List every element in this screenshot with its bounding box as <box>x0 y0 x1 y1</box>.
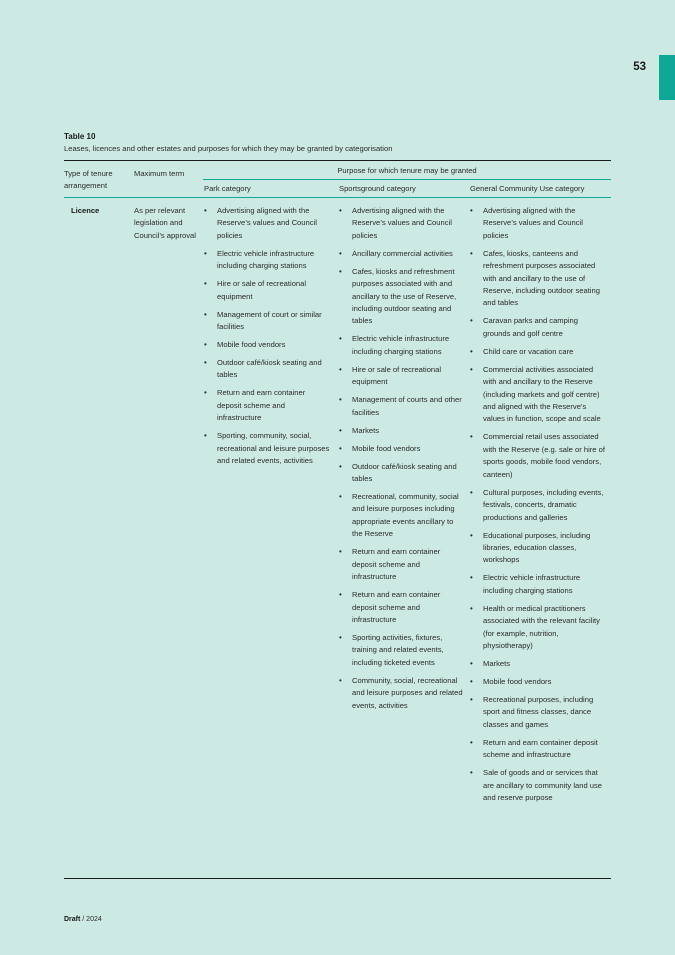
footer-year: / 2024 <box>82 916 102 923</box>
park-category-list <box>204 205 330 473</box>
list-item <box>470 767 606 804</box>
list-item <box>204 248 330 273</box>
bullet-icon: • <box>470 487 473 497</box>
bullet-icon: • <box>470 603 473 613</box>
list-item <box>204 205 330 242</box>
bullet-icon: • <box>339 395 342 405</box>
list-item <box>339 425 463 437</box>
section-tab-marker <box>659 55 675 100</box>
list-item-text: Recreational, community, social and leisure purposes including appropriate events ancillary to the Reserve <box>352 492 459 539</box>
bullet-icon: • <box>470 573 473 583</box>
bullet-icon: • <box>470 658 473 668</box>
list-item-text: Electric vehicle infrastructure including charging stations <box>352 334 450 356</box>
bullet-icon: • <box>339 547 342 557</box>
list-item-text: Educational purposes, including libraries, education classes, workshops <box>483 530 591 565</box>
bullet-icon: • <box>470 768 473 778</box>
bullet-icon: • <box>470 694 473 704</box>
list-item <box>339 589 463 626</box>
list-item-text: Advertising aligned with the Reserve’s values and Council policies <box>352 206 452 240</box>
list-item-text: Recreational purposes, including sport and fitness classes, dance classes and games <box>483 694 594 729</box>
list-item-text: Return and earn container deposit scheme and infrastructure <box>352 590 441 624</box>
list-item-text: Management of court or similar facilities <box>217 309 322 332</box>
maximum-term-value: As per relevant legislation and Council’s approval <box>134 206 196 240</box>
table-top-rule <box>64 160 611 161</box>
list-item <box>339 333 463 358</box>
bullet-icon: • <box>339 443 342 453</box>
list-item-text: Electric vehicle infrastructure including charging stations <box>217 248 315 271</box>
table-bottom-rule <box>64 878 611 879</box>
header-maximum-term: Maximum term <box>134 169 185 178</box>
bullet-icon: • <box>470 530 473 540</box>
bullet-icon: • <box>204 279 207 289</box>
list-item <box>470 676 606 688</box>
list-item-text: Mobile food vendors <box>217 340 286 350</box>
list-item-text: Ancillary commercial activities <box>352 248 453 258</box>
list-item <box>470 487 606 524</box>
list-item-text: Sporting activities, fixtures, training and related events, including ticketed events <box>352 632 444 667</box>
bullet-icon: • <box>339 266 342 276</box>
list-item <box>470 603 606 653</box>
list-item <box>204 339 330 351</box>
list-item <box>339 394 463 419</box>
table-title: Table 10 <box>64 132 96 141</box>
bullet-icon: • <box>339 248 342 258</box>
footer <box>64 916 102 923</box>
list-item-text: Advertising aligned with the Reserve’s values and Council policies <box>217 206 317 240</box>
sportsground-category-list <box>339 205 463 718</box>
list-item-text: Community, social, recreational and leisure purposes and related events, activities <box>352 675 463 710</box>
list-item-text: Markets <box>483 658 511 668</box>
bullet-icon: • <box>339 590 342 600</box>
header-park-category: Park category <box>204 184 251 193</box>
list-item-text: Management of courts and other facilities <box>352 395 462 417</box>
bullet-icon: • <box>339 425 342 435</box>
list-item-text: Mobile food vendors <box>352 443 421 453</box>
bullet-icon: • <box>470 364 473 374</box>
tenure-type-licence: Licence <box>71 206 100 215</box>
list-item <box>339 248 463 260</box>
list-item <box>339 675 463 712</box>
list-item <box>470 315 606 340</box>
list-item-text: Outdoor café/kiosk seating and tables <box>217 358 322 380</box>
list-item <box>339 546 463 583</box>
bullet-icon: • <box>470 737 473 747</box>
list-item <box>204 430 330 467</box>
list-item-text: Cafes, kiosks and refreshment purposes associated with and ancillary to the use of Reserve, including outdoor seating and tables <box>352 266 457 326</box>
bullet-icon: • <box>339 334 342 344</box>
list-item-text: Outdoor café/kiosk seating and tables <box>352 461 457 484</box>
page-number: 53 <box>633 61 646 73</box>
list-item-text: Mobile food vendors <box>483 676 552 686</box>
list-item <box>470 431 606 481</box>
header-bottom-rule <box>64 197 611 198</box>
list-item <box>470 737 606 762</box>
list-item <box>204 357 330 382</box>
bullet-icon: • <box>339 675 342 685</box>
list-item <box>339 443 463 455</box>
header-divider <box>203 179 611 180</box>
list-item-text: Electric vehicle infrastructure including charging stations <box>483 573 581 595</box>
bullet-icon: • <box>470 248 473 258</box>
list-item-text: Cafes, kiosks, canteens and refreshment purposes associated with and ancillary to the use of Reserve, including outdoor seating and tables <box>483 248 600 308</box>
bullet-icon: • <box>470 206 473 215</box>
list-item <box>470 658 606 670</box>
list-item <box>339 205 463 242</box>
list-item <box>339 491 463 541</box>
header-purpose: Purpose for which tenure may be granted <box>337 166 477 175</box>
footer-draft-label: Draft <box>64 916 81 923</box>
list-item-text: Return and earn container deposit scheme and infrastructure <box>217 388 306 423</box>
bullet-icon: • <box>204 358 207 368</box>
bullet-icon: • <box>339 492 342 502</box>
table-caption: Leases, licences and other estates and purposes for which they may be granted by categorisation <box>64 144 393 153</box>
list-item <box>204 278 330 303</box>
list-item <box>470 694 606 731</box>
list-item <box>339 461 463 486</box>
list-item <box>470 530 606 567</box>
list-item <box>339 632 463 669</box>
bullet-icon: • <box>470 346 473 356</box>
list-item-text: Child care or vacation care <box>483 346 574 356</box>
list-item-text: Hire or sale of recreational equipment <box>217 279 307 301</box>
bullet-icon: • <box>204 248 207 258</box>
bullet-icon: • <box>339 461 342 471</box>
bullet-icon: • <box>204 388 207 398</box>
bullet-icon: • <box>339 206 342 215</box>
list-item <box>470 248 606 310</box>
list-item-text: Advertising aligned with the Reserve’s values and Council policies <box>483 206 583 240</box>
bullet-icon: • <box>470 432 473 442</box>
list-item-text: Sporting, community, social, recreational and leisure purposes and related events, activities <box>217 431 330 466</box>
header-type-of-tenure: Type of tenure arrangement <box>64 169 113 190</box>
bullet-icon: • <box>339 364 342 374</box>
bullet-icon: • <box>470 676 473 686</box>
bullet-icon: • <box>204 309 207 319</box>
list-item-text: Commercial activities associated with and ancillary to the Reserve (including markets and golf centre) and aligned with the Reserve’s values in function, scope and scale <box>483 364 601 424</box>
list-item-text: Commercial retail uses associated with the Reserve (e.g. sale or hire of sports goods, mobile food vendors, canteen) <box>483 432 605 479</box>
list-item-text: Hire or sale of recreational equipment <box>352 364 442 387</box>
bullet-icon: • <box>204 431 207 441</box>
list-item-text: Return and earn container deposit scheme and infrastructure <box>483 737 598 760</box>
list-item <box>470 346 606 358</box>
list-item <box>470 364 606 426</box>
bullet-icon: • <box>339 632 342 642</box>
list-item-text: Sale of goods and or services that are ancillary to community land use and reserve purpose <box>483 768 603 802</box>
bullet-icon: • <box>470 316 473 326</box>
list-item-text: Return and earn container deposit scheme and infrastructure <box>352 547 441 582</box>
list-item <box>470 205 606 242</box>
bullet-icon: • <box>204 340 207 350</box>
bullet-icon: • <box>204 206 207 215</box>
list-item-text: Health or medical practitioners associated with the relevant facility (for example, nutrition, physiotherapy) <box>483 603 600 650</box>
list-item-text: Markets <box>352 425 380 435</box>
list-item <box>204 309 330 334</box>
list-item-text: Caravan parks and camping grounds and golf centre <box>483 316 578 338</box>
header-general-community-use-category: General Community Use category <box>470 184 585 193</box>
list-item <box>339 364 463 389</box>
list-item <box>339 266 463 328</box>
list-item-text: Cultural purposes, including events, festivals, concerts, dramatic productions and galleries <box>483 487 604 522</box>
header-sportsground-category: Sportsground category <box>339 184 416 193</box>
list-item <box>204 387 330 424</box>
list-item <box>470 572 606 597</box>
general-community-use-list <box>470 205 606 810</box>
